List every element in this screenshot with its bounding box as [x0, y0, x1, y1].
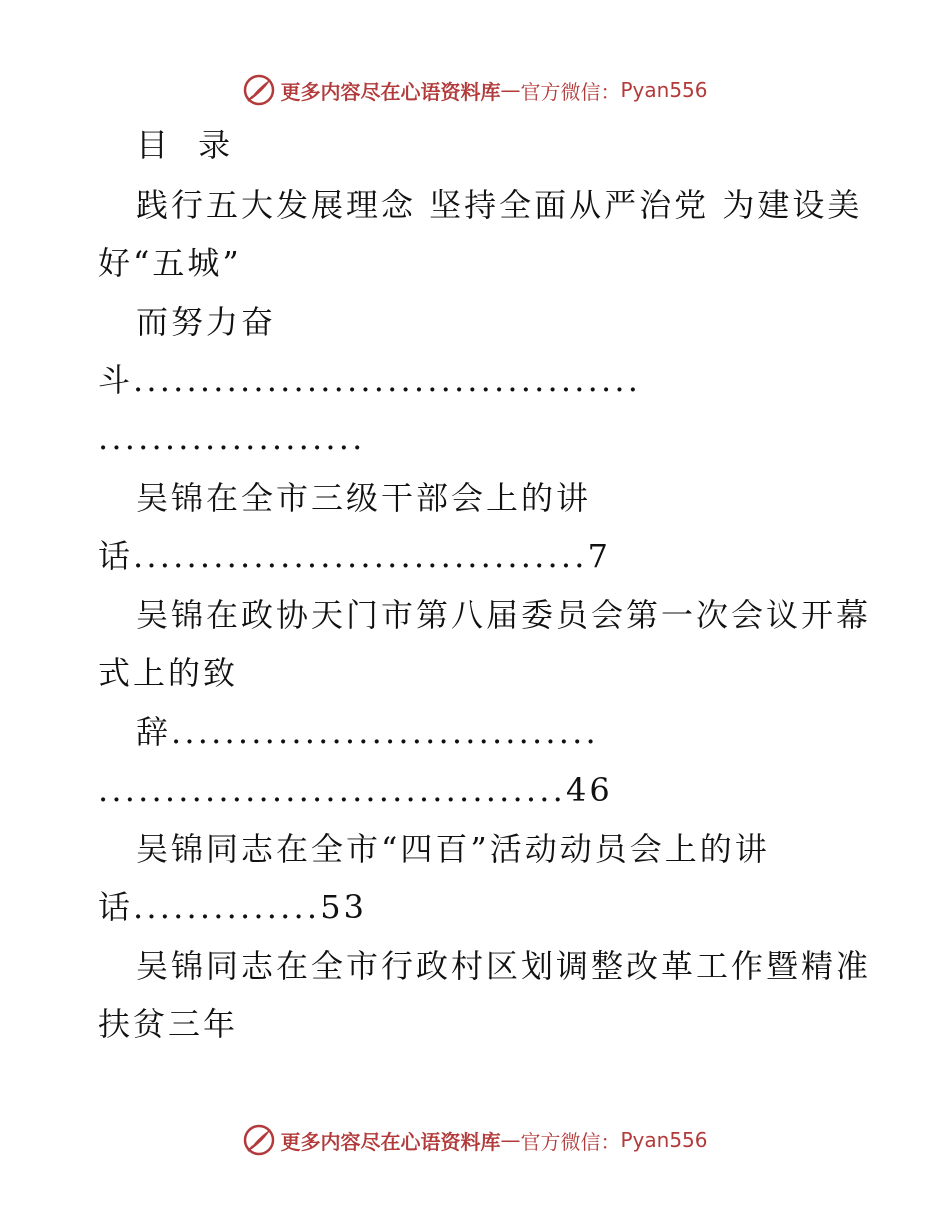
toc-entry-2-line-1: 吴锦在全市三级干部会上的讲	[136, 479, 592, 517]
toc-entry-1-dots-1: ......................................	[133, 361, 642, 399]
toc-entry-1-leader-line	[98, 360, 641, 400]
toc-entry-2-leader-line	[98, 536, 611, 576]
toc-entry-3-dots-2: ...................................	[98, 771, 567, 809]
toc-entry-5-line-1: 吴锦同志在全市行政村区划调整改革工作暨精准	[136, 947, 872, 985]
toc-entry-4-dots: ..............	[133, 888, 321, 926]
header-banner	[0, 70, 950, 110]
banner-text: 更多内容尽在心语资料库	[280, 79, 501, 104]
toc-heading: 目 录	[136, 126, 241, 164]
toc-entry-1-line-1: 践行五大发展理念 坚持全面从严治党 为建设美	[136, 186, 863, 224]
banner-wechat-label: 官方微信：	[520, 1129, 621, 1154]
toc-entry-1-line-3: 而努力奋	[136, 303, 277, 341]
toc-entry-3-page: 46	[566, 771, 613, 809]
toc-entry-5-line-2: 扶贫三年	[98, 1005, 239, 1043]
footer-banner	[0, 1120, 950, 1160]
toc-entry-3-leader-line	[136, 712, 599, 752]
banner-wechat-id: Pyan556	[620, 78, 708, 102]
toc-entry-1-line-2: 好“五城”	[98, 244, 242, 282]
toc-entry-2-page: 7	[587, 537, 612, 575]
toc-entry-4-last-char: 话	[98, 888, 134, 926]
toc-entry-1-leader-line-2	[98, 418, 365, 458]
banner-dash: —	[500, 78, 521, 102]
toc-entry-3-dots-1: ................................	[171, 713, 599, 751]
banner-dash: —	[500, 1128, 521, 1152]
banner-wechat-id: Pyan556	[620, 1128, 708, 1152]
toc-entry-2-last-char: 话	[98, 537, 134, 575]
toc-entry-1-last-char: 斗	[98, 361, 134, 399]
feather-pen-logo-icon	[242, 73, 276, 107]
toc-entry-2-dots: ..................................	[133, 537, 588, 575]
toc-entry-1-dots-2: ....................	[98, 419, 366, 457]
banner-text: 更多内容尽在心语资料库	[280, 1129, 501, 1154]
toc-entry-3-line-2: 式上的致	[98, 654, 239, 692]
toc-entry-4-leader-line	[98, 887, 367, 927]
toc-entry-3-last-char: 辞	[136, 713, 172, 751]
feather-pen-logo-icon	[242, 1123, 276, 1157]
toc-entry-3-leader-line-2	[98, 770, 613, 810]
toc-entry-4-page: 53	[320, 888, 367, 926]
banner-wechat-label: 官方微信：	[520, 79, 621, 104]
toc-entry-3-line-1: 吴锦在政协天门市第八届委员会第一次会议开幕	[136, 596, 872, 634]
toc-entry-4-line-1: 吴锦同志在全市“四百”活动动员会上的讲	[136, 830, 770, 868]
